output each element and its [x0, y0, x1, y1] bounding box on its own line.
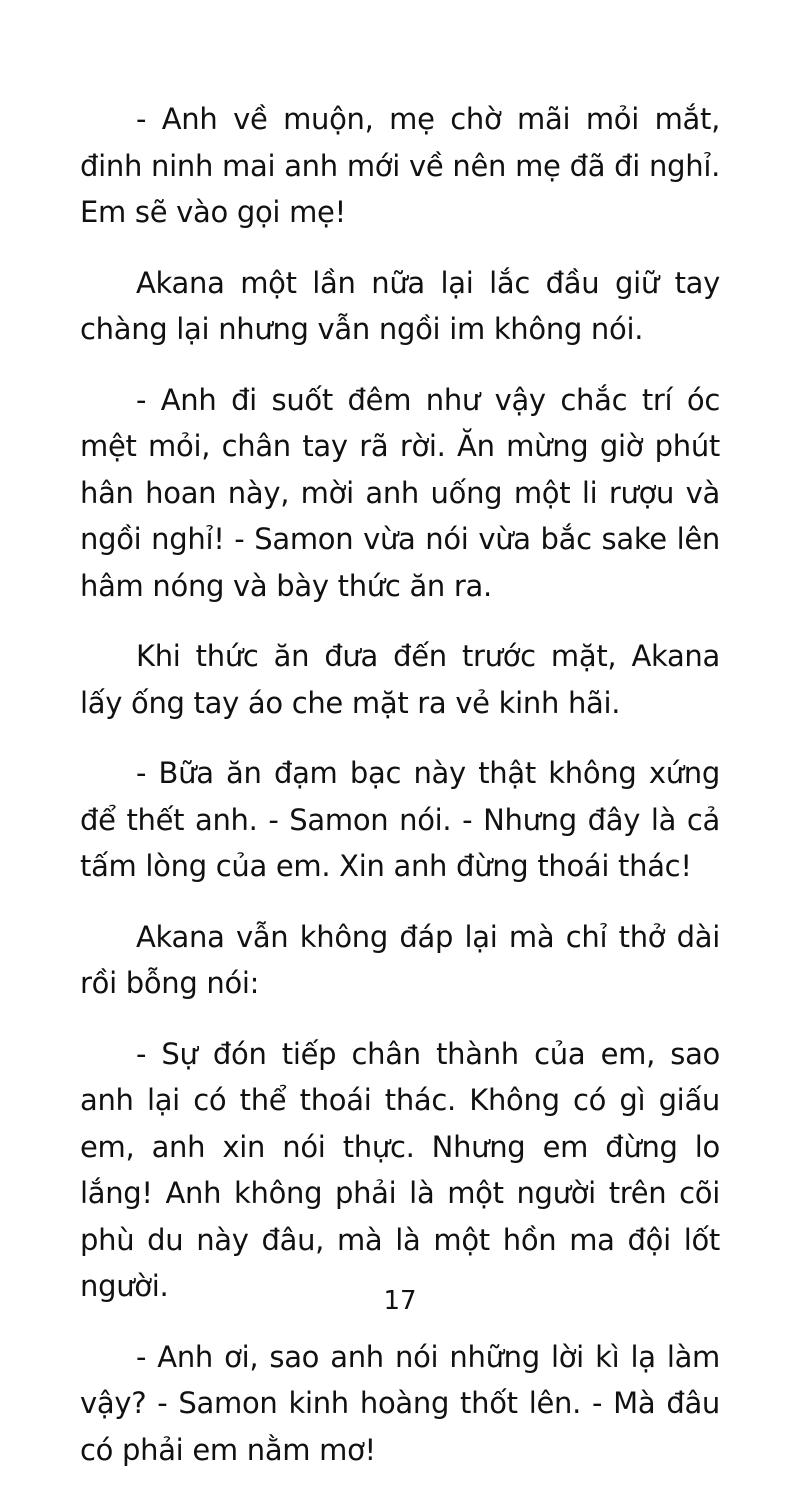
paragraph: - Anh ơi, sao anh nói những lời kì lạ làm vậy? - Samon kinh hoàng thốt lên. - Mà đâu có phải em nằm mơ!	[80, 1339, 720, 1467]
page-number: 17	[383, 1286, 417, 1316]
paragraph: - Sự đón tiếp chân thành của em, sao anh lại có thể thoái thác. Không có gì giấu em, anh xin nói thực. Nhưng em đừng lo lắng! Anh không phải là một người trên cõi phù du này đâu, mà là một hồn ma đội lốt người.	[80, 1036, 720, 1303]
paragraph: - Bữa ăn đạm bạc này thật không xứng để thết anh. - Samon nói. - Nhưng đây là cả tấm lòng của em. Xin anh đừng thoái thác!	[80, 756, 720, 883]
paragraph: Akana một lần nữa lại lắc đầu giữ tay chàng lại nhưng vẫn ngồi im không nói.	[80, 265, 720, 346]
paragraph: Akana vẫn không đáp lại mà chỉ thở dài rồi bỗng nói:	[80, 919, 720, 1000]
paragraph: Khi thức ăn đưa đến trước mặt, Akana lấy ống tay áo che mặt ra vẻ kinh hãi.	[80, 639, 720, 720]
paragraph: - Anh đi suốt đêm như vậy chắc trí óc mệt mỏi, chân tay rã rời. Ăn mừng giờ phút hân hoan này, mời anh uống một li rượu và ngồi nghỉ! - Samon vừa nói vừa bắc sake lên hâm nóng và bày thức ăn ra.	[80, 382, 720, 603]
paragraph: - Anh về muộn, mẹ chờ mãi mỏi mắt, đinh ninh mai anh mới về nên mẹ đã đi nghỉ. Em sẽ vào gọi mẹ!	[80, 102, 720, 229]
